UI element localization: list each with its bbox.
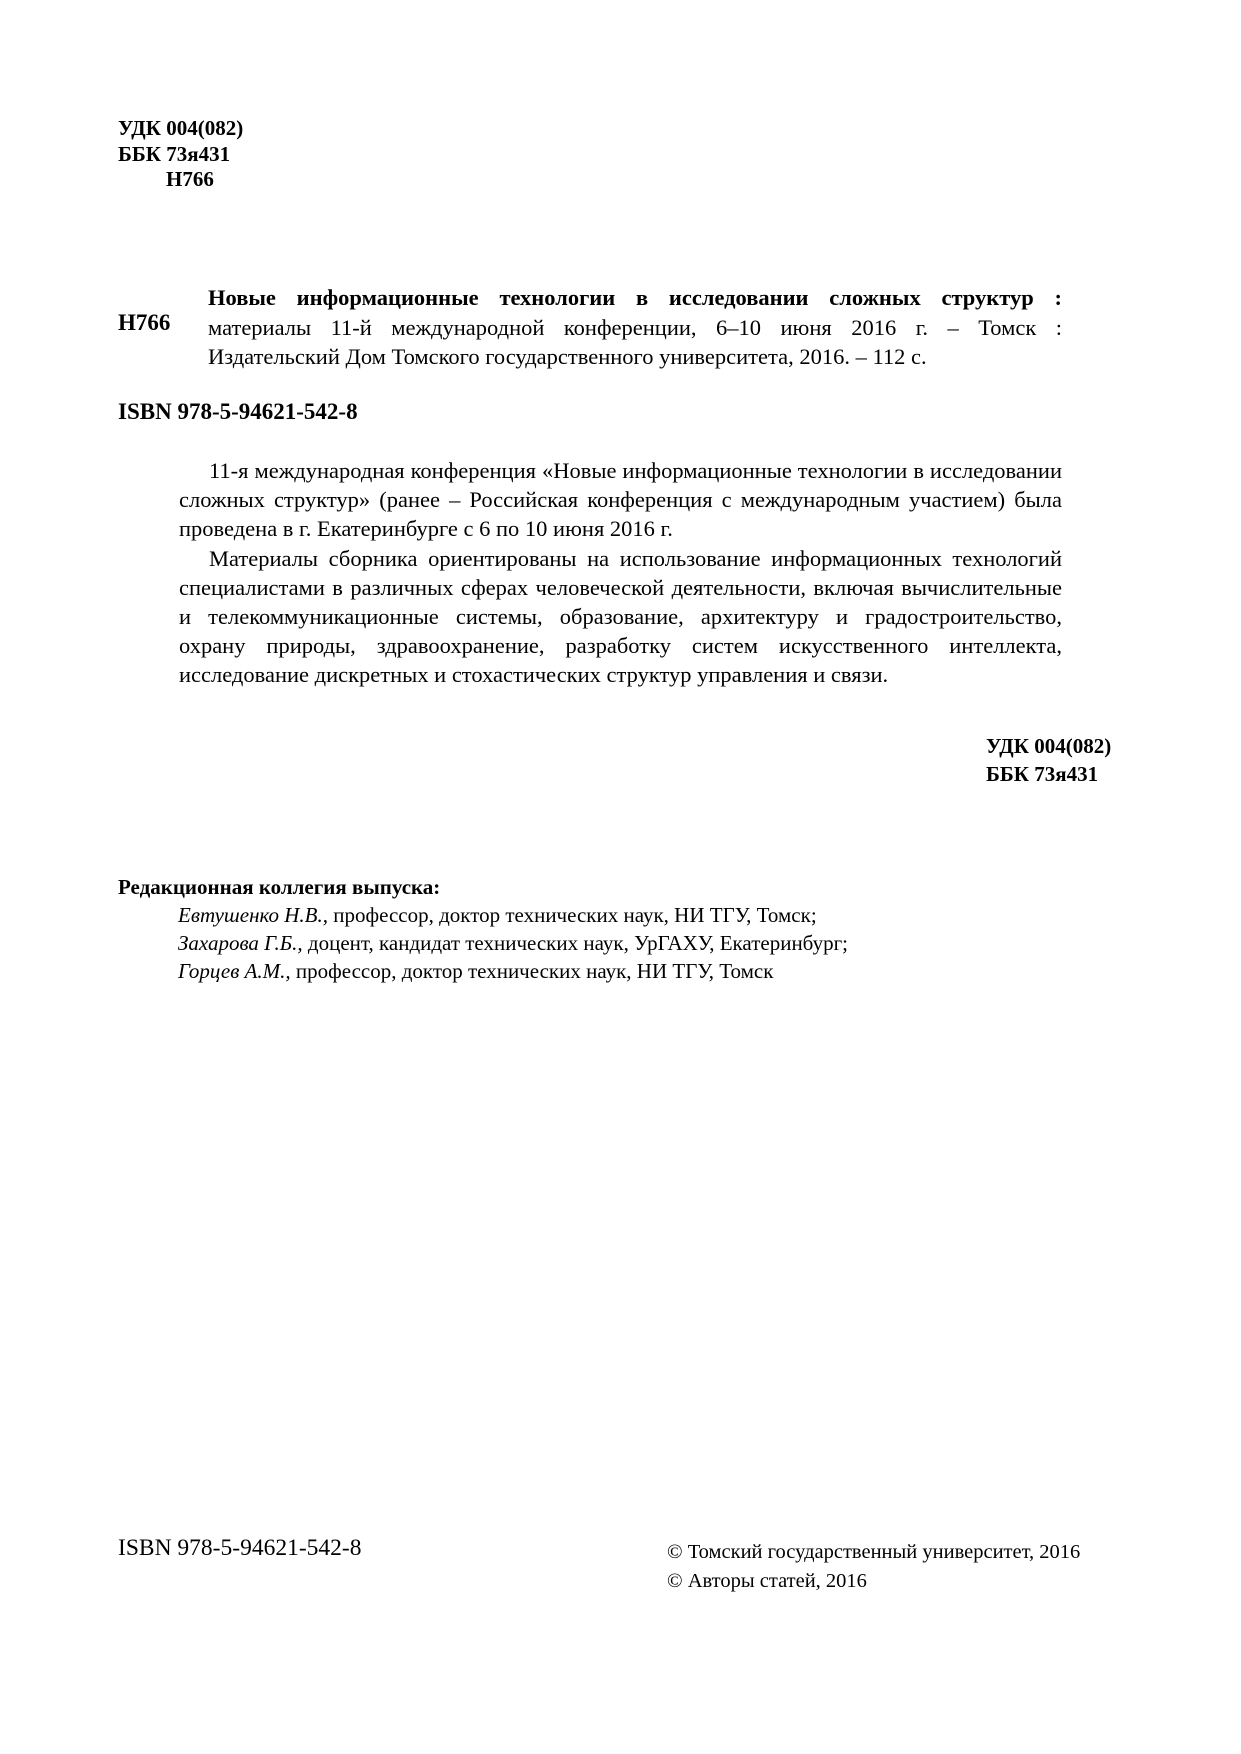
isbn-heading: ISBN 978-5-94621-542-8 [118, 399, 358, 424]
editor-name: Захарова Г.Б., [178, 931, 303, 955]
classification-codes-bottom [986, 732, 1111, 788]
copyright-block [667, 1538, 1080, 1596]
editor-details: профессор, доктор технических наук, НИ ТГУ, Томск [290, 959, 774, 983]
editorial-board-heading: Редакционная коллегия выпуска: [118, 875, 441, 899]
bib-line-2: материалы 11-й международной конференции, 6–10 июня 2016 г. – Томск : [208, 314, 1062, 340]
book-title: Новые информационные технологии в исследовании сложных структур : [208, 285, 1062, 310]
annotation-paragraph-1: 11-я международная конференция «Новые информационные технологии в исследовании сложных структур» (ранее – Российская конференция с международным участием) была проведена в г. Екатеринбурге с 6 по 10 июня 2016 г. [179, 458, 1062, 542]
editor-details: профессор, доктор технических наук, НИ ТГУ, Томск; [328, 903, 817, 927]
editor-row [118, 957, 848, 985]
annotation-paragraph-2: Материалы сборника ориентированы на использование информационных технологий специалистами в различных сферах человеческой деятельности, включая вычислительные и телекоммуникационные системы, образование, архитектуру и градостроительство, охрану природы, здравоохранение, разработку систем искусственного интеллекта, исследование дискретных и стохастических структур управления и связи. [179, 545, 1062, 688]
editor-row [118, 929, 848, 957]
editor-name: Евтушенко Н.В., [178, 903, 329, 927]
udk-code: УДК 004(082) [118, 116, 244, 140]
bibliographic-record [208, 283, 1062, 372]
bib-author-sign: Н766 [118, 310, 171, 335]
annotation [179, 456, 1062, 690]
copyright-authors: © Авторы статей, 2016 [667, 1570, 867, 1592]
editor-name: Горцев А.М., [178, 959, 291, 983]
editorial-board [118, 873, 848, 985]
editor-row [118, 901, 848, 929]
editor-details: доцент, кандидат технических наук, УрГАХУ, Екатеринбург; [302, 931, 849, 955]
udk-code-bottom: УДК 004(082) [986, 734, 1112, 758]
copyright-university: © Томский государственный университет, 2016 [667, 1541, 1081, 1563]
classification-codes-top [118, 116, 243, 193]
bbk-code: ББК 73я431 [118, 141, 231, 166]
isbn-footer: ISBN 978-5-94621-542-8 [118, 1535, 362, 1561]
bib-line-3: Издательский Дом Томского государственного университета, 2016. – 112 с. [208, 344, 927, 369]
author-sign: Н766 [166, 167, 214, 191]
bbk-code-bottom: ББК 73я431 [986, 762, 1099, 786]
